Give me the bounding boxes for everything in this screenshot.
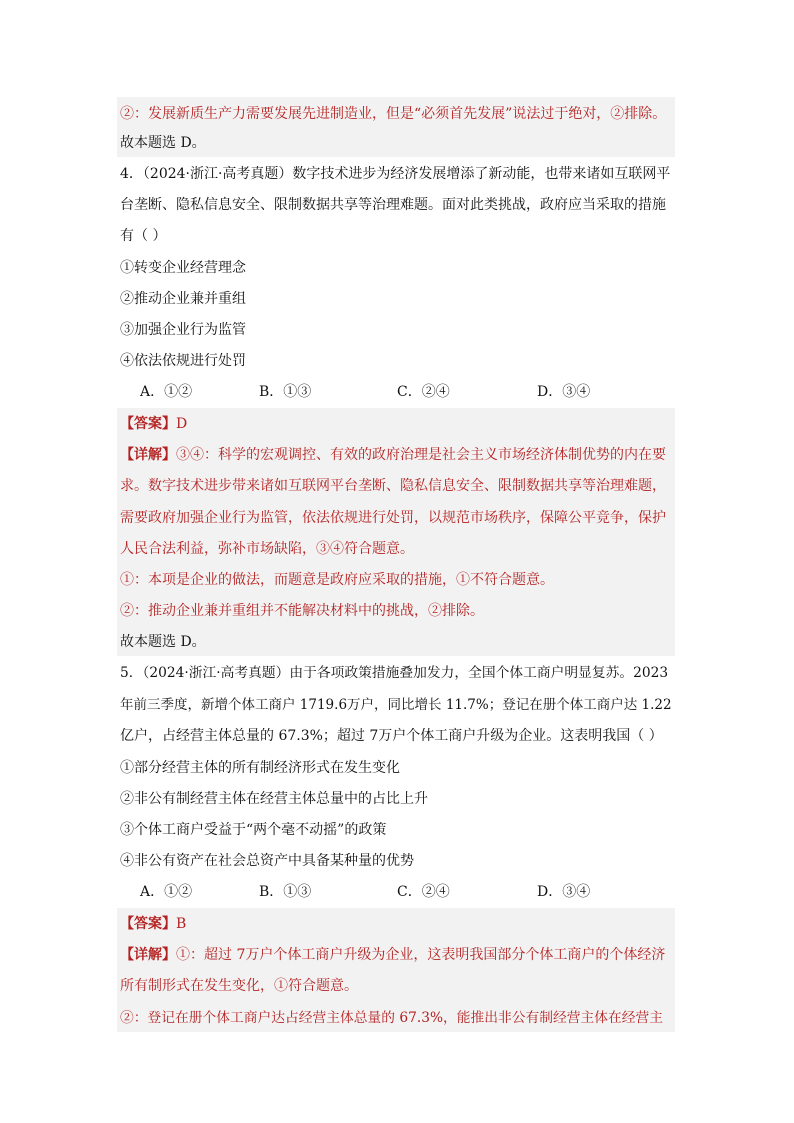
- q4-detail-line-2: 求。数字技术进步带来诸如互联网平台垄断、隐私信息安全、限制数据共享等治理难题，: [120, 478, 666, 494]
- q4-option-d: D．③④: [537, 384, 591, 400]
- q5-detail-label: 【详解】: [120, 947, 176, 963]
- q5-detail-line-1: [120, 945, 672, 967]
- q4-stem-line-2: 台垄断、隐私信息安全、限制数据共享等治理难题。面对此类挑战，政府应当采取的措施: [120, 197, 666, 213]
- q4-answer: [120, 414, 672, 436]
- q5-stem-line-2: 年前三季度，新增个体工商户 1719.6万户，同比增长 11.7%；登记在册个体工商户达 1.22: [120, 697, 672, 713]
- q3-explanation-line: ②：发展新质生产力需要发展先进制造业，但是“必须首先发展”说法过于绝对，②排除。: [120, 106, 667, 122]
- q5-stem-line-1: 5．（2024·浙江·高考真题）由于各项政策措施叠加发力，全国个体工商户明显复苏。2023: [120, 665, 669, 681]
- q4-red-line-2: ②：推动企业兼并重组并不能解决材料中的挑战，②排除。: [120, 603, 484, 619]
- q4-detail-line-1: [120, 445, 672, 467]
- q4-conclusion: 故本题选 D。: [120, 634, 206, 650]
- q5-red-line-1: ②：登记在册个体工商户达占经营主体总量的 67.3%，能推出非公有制经营主体在经营主: [120, 1010, 664, 1026]
- q4-stem-line-3: 有（ ）: [120, 228, 167, 244]
- q4-item-4: ④依法依规进行处罚: [120, 353, 246, 369]
- q4-option-b: B．①③: [259, 384, 312, 400]
- q4-detail-text-1: ③④：科学的宏观调控、有效的政府治理是社会主义市场经济体制优势的内在要: [176, 447, 666, 463]
- q5-item-2: ②非公有制经营主体在经营主体总量中的占比上升: [120, 791, 428, 807]
- q5-option-c: C．②④: [397, 884, 450, 900]
- q4-red-line-1: ①：本项是企业的做法，而题意是政府应采取的措施，①不符合题意。: [120, 572, 554, 588]
- q5-answer: [120, 914, 672, 936]
- q5-detail-text-1: ①：超过 7万户个体工商户升级为企业，这表明我国部分个体工商户的个体经济: [176, 947, 666, 963]
- q3-conclusion: 故本题选 D。: [120, 135, 206, 151]
- q4-detail-label: 【详解】: [120, 447, 176, 463]
- q5-option-a: A．①②: [140, 884, 193, 900]
- q4-options: [120, 382, 672, 404]
- q4-option-a: A．①②: [140, 384, 193, 400]
- q5-detail-line-2: 所有制形式在发生变化，①符合题意。: [120, 978, 358, 994]
- q5-item-4: ④非公有资产在社会总资产中具备某种量的优势: [120, 853, 414, 869]
- q4-answer-value: D: [176, 416, 188, 432]
- q4-detail-line-3: 需要政府加强企业行为监管，依法依规进行处罚，以规范市场秩序，保障公平竞争，保护: [120, 510, 666, 526]
- q4-option-c: C．②④: [397, 384, 450, 400]
- q4-detail-line-4: 人民合法利益，弥补市场缺陷，③④符合题意。: [120, 541, 414, 557]
- q5-answer-value: B: [176, 916, 187, 932]
- q4-item-3: ③加强企业行为监管: [120, 322, 246, 338]
- q4-answer-label: 【答案】: [120, 416, 176, 432]
- q4-stem-line-1: 4．（2024·浙江·高考真题）数字技术进步为经济发展增添了新动能，也带来诸如互联网平: [120, 166, 671, 182]
- q5-option-d: D．③④: [537, 884, 591, 900]
- q5-options: [120, 882, 672, 904]
- q4-item-2: ②推动企业兼并重组: [120, 291, 246, 307]
- q4-item-1: ①转变企业经营理念: [120, 260, 246, 276]
- q5-answer-label: 【答案】: [120, 916, 176, 932]
- q5-item-1: ①部分经营主体的所有制经济形式在发生变化: [120, 760, 400, 776]
- q5-option-b: B．①③: [259, 884, 312, 900]
- q5-item-3: ③个体工商户受益于“两个毫不动摇”的政策: [120, 822, 387, 838]
- q5-stem-line-3: 亿户，占经营主体总量的 67.3%；超过 7万户个体工商户升级为企业。这表明我国（ ）: [120, 728, 663, 744]
